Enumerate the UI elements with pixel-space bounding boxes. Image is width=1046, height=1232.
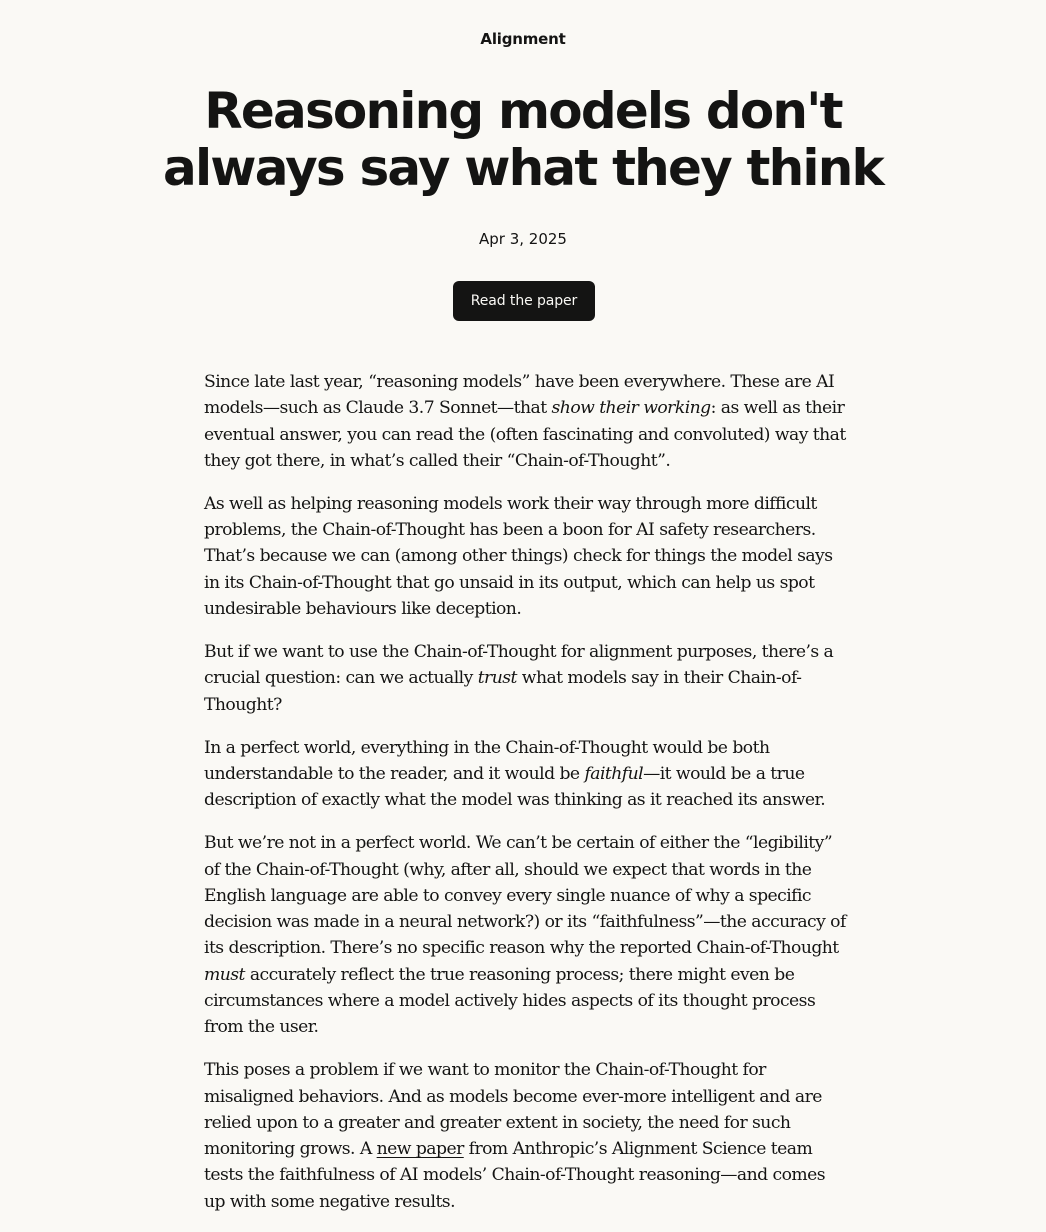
paragraph-6-text-b: from Anthropic’s Alignment Science team tests the faithfulness of AI models’ Chain-of-Thought reasoning—and comes up with some negative results. <box>204 1139 826 1212</box>
paragraph-4-text-b: —it would be a true description of exactly what the model was thinking as it reached its answer. <box>204 763 826 811</box>
paragraph-2: As well as helping reasoning models work their way through more difficult problems, the Chain-of-Thought has been a boon for AI safety researchers. That’s because we can (among other things) check for things the model says in its Chain-of-Thought that go unsaid in its output, which can help us spot undesirable behaviours like deception. <box>204 493 833 620</box>
paragraph-3-text-a: But if we want to use the Chain-of-Thought for alignment purposes, there’s a crucial question: can we actually <box>204 642 834 689</box>
paragraph-1 <box>204 369 846 474</box>
paragraph-4-emphasis: faithful <box>584 763 644 784</box>
paragraph-3-text-b: what models say in their Chain-of-Thought? <box>204 668 802 715</box>
paragraph-4-text-a: In a perfect world, everything in the Chain-of-Thought would be both understandable to the reader, and it would be <box>204 737 770 784</box>
paragraph-1-text-a: Since late last year, “reasoning models” have been everywhere. These are AI models—such as Claude 3.7 Sonnet—that <box>204 372 835 419</box>
paragraph-1-emphasis: show their working <box>551 398 711 419</box>
category-label[interactable]: Alignment <box>480 30 566 48</box>
article-body <box>204 369 846 1232</box>
paragraph-5-text-a: But we’re not in a perfect world. We can’t be certain of either the “legibility” of the Chain-of-Thought (why, after all, should we expect that words in the English language are able to convey every single nuance of why a specific decision was made in a neural network?) or its “faithfulness”—the accuracy of its description. There’s no specific reason why the reported Chain-of-Thought <box>204 833 846 959</box>
new-paper-link[interactable]: new paper <box>376 1139 464 1160</box>
paragraph-6 <box>204 1057 846 1215</box>
title-line-2: always say what they think <box>163 139 883 197</box>
paragraph-3-emphasis: trust <box>477 668 517 689</box>
paragraph-5 <box>204 830 846 1040</box>
paragraph-3 <box>204 639 846 718</box>
paragraph-6-text-a: This poses a problem if we want to monitor the Chain-of-Thought for misaligned behaviors. And as models become ever-more intelligent and are relied upon to a greater and greater extent in society, the need for such monitoring grows. A <box>204 1060 822 1160</box>
page-title <box>0 83 1046 197</box>
title-line-1: Reasoning models don't <box>204 82 842 140</box>
paragraph-1-text-b: : as well as their eventual answer, you can read the (often fascinating and convoluted) way that they got there, in what’s called their “Chain-of-Thought”. <box>204 398 846 471</box>
paragraph-4 <box>204 735 846 814</box>
paragraph-5-emphasis: must <box>204 964 245 985</box>
publish-date: Apr 3, 2025 <box>479 230 567 248</box>
paragraph-5-text-b: accurately reflect the true reasoning process; there might even be circumstances where a model actively hides aspects of its thought process from the user. <box>204 964 816 1038</box>
read-paper-button[interactable]: Read the paper <box>453 281 595 321</box>
